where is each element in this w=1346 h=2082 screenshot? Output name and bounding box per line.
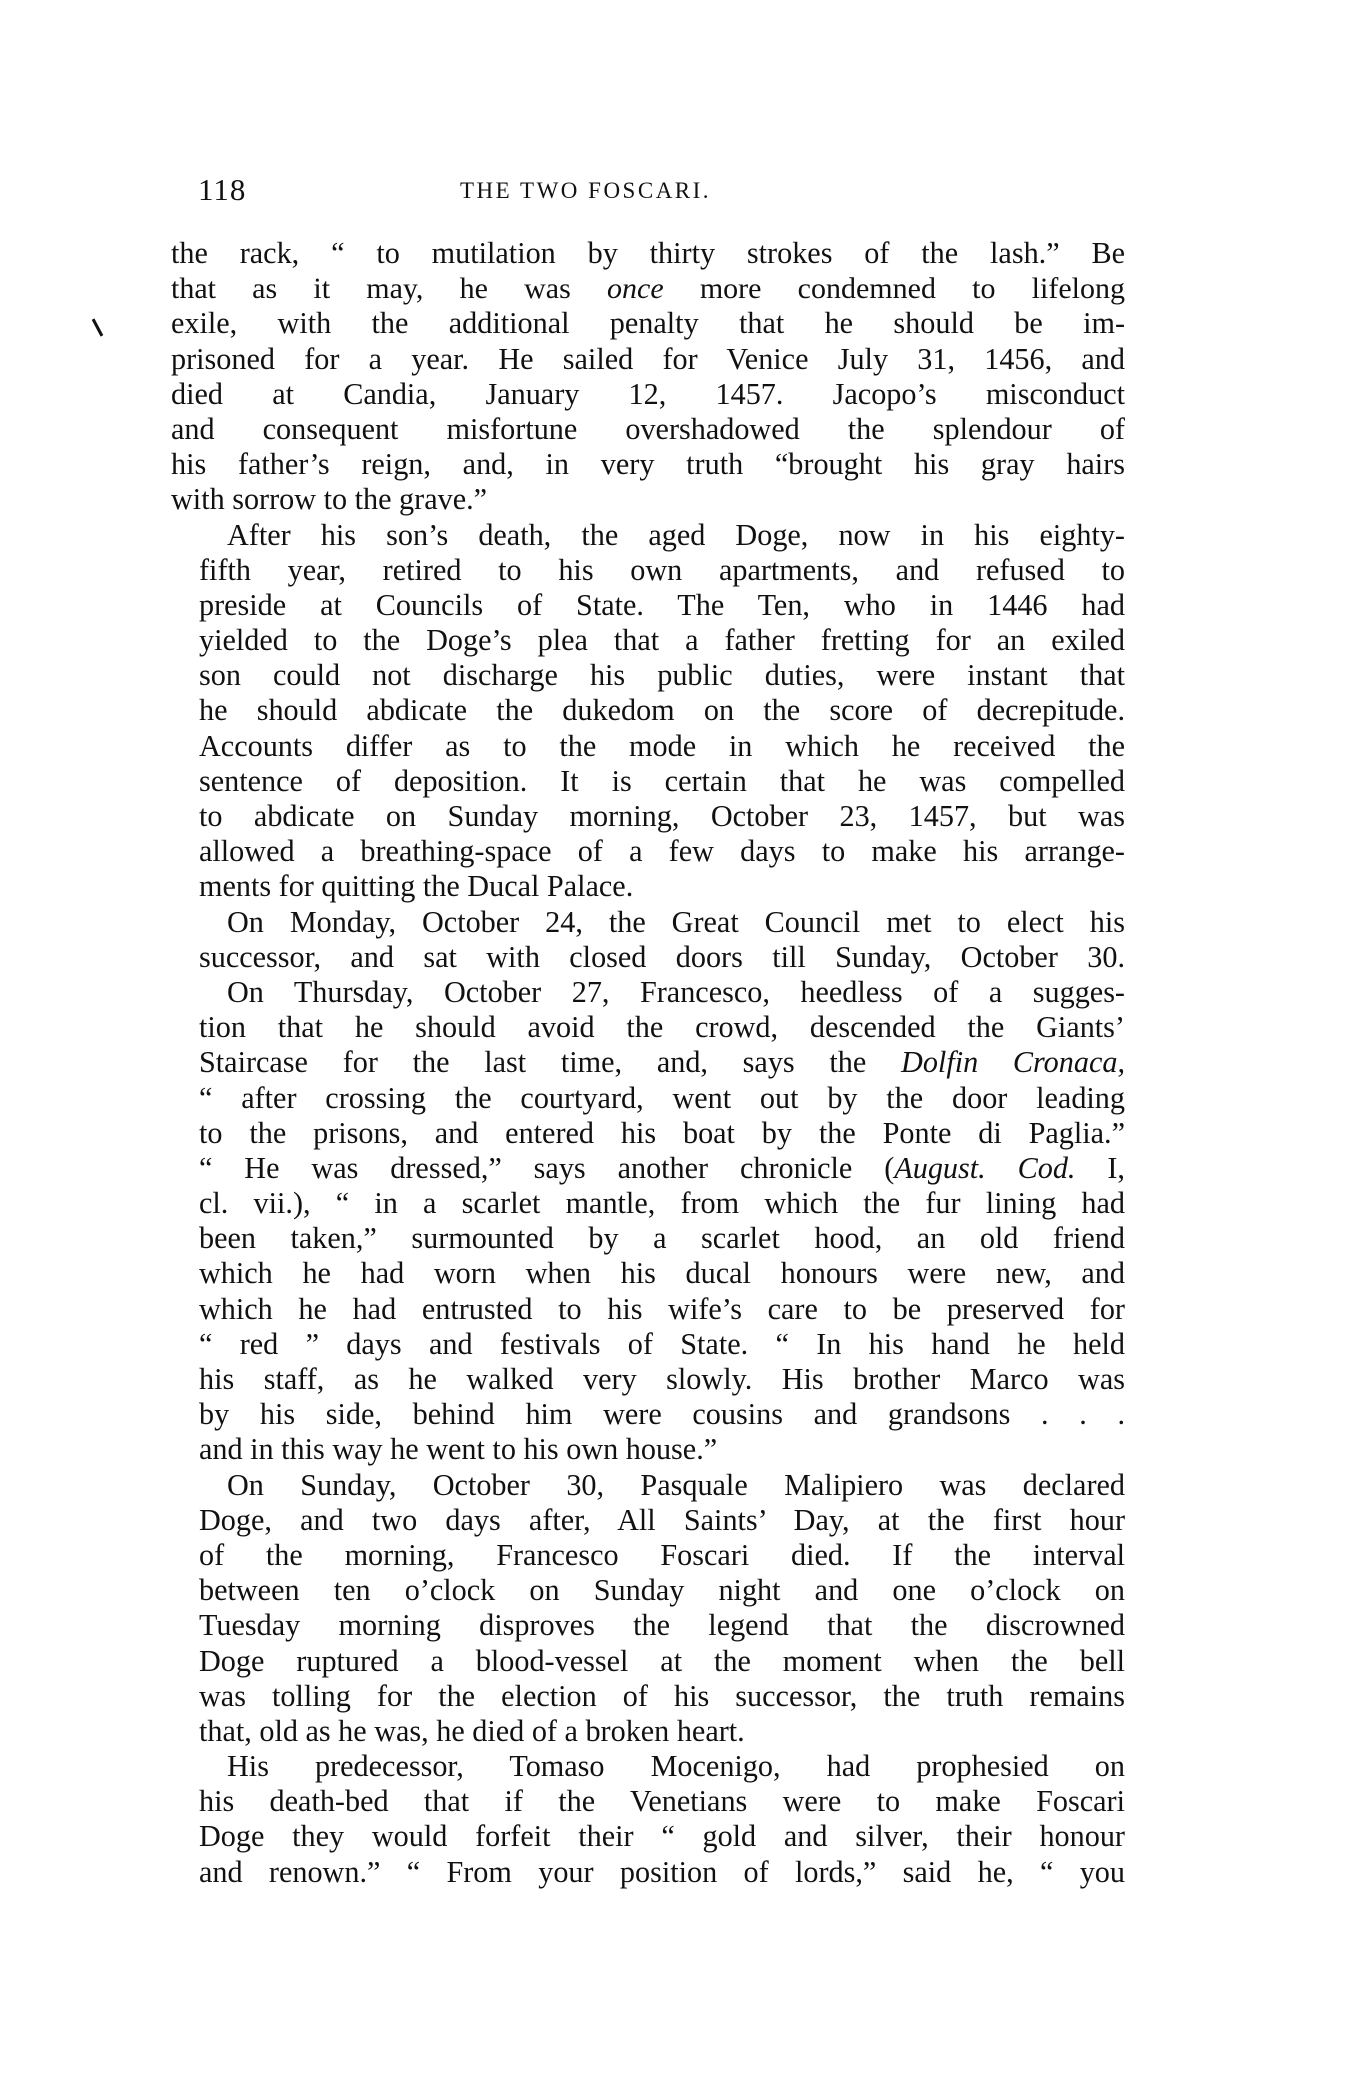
text-run: and in this way he went to his own house.” [199,1432,718,1467]
text-line [171,1256,1125,1291]
text-line: On Sunday, October 30, Pasquale Malipiero was declared [227,1467,1125,1502]
text-run: by his side, behind him were cousins and grandsons . . . [199,1397,1125,1432]
page-number: 118 [198,172,247,207]
text-line [171,1327,1125,1362]
text-line: preside at Councils of State. The Ten, who in 1446 had [199,587,1125,622]
text-line: his death-bed that if the Venetians were to make Foscari [199,1784,1125,1819]
text-run: I, [1075,1150,1125,1185]
text-line: the rack, “ to mutilation by thirty strokes of the lash.” Be [171,236,1125,270]
text-line: died at Candia, January 12, 1457. Jacopo’s misconduct [171,376,1125,411]
text-line: exile, with the additional penalty that he should be im- [171,306,1125,341]
text-line [171,1292,1125,1327]
text-line: Accounts differ as to the mode in which he received the [199,728,1125,763]
text-line [171,1221,1125,1256]
text-line: that, old as he was, he died of a broken heart. [199,1713,745,1748]
emphasis: once [607,272,664,306]
text-line: son could not discharge his public duties, were instant that [199,658,1125,693]
text-run: “ He was dressed,” says another chronicle ( [199,1150,895,1185]
text-run: which he had entrusted to his wife’s care to be preserved for [199,1291,1125,1326]
text-run: which he had worn when his ducal honours were new, and [199,1256,1125,1291]
text-run: tion that he should avoid the crowd, descended the Giants’ [199,1010,1125,1045]
text-line [171,1081,1125,1116]
text-line [171,975,1125,1010]
text-line: Doge they would forfeit their “ gold and silver, their honour [199,1819,1125,1854]
text-run: Staircase for the last time, and, says the [199,1045,902,1080]
body-text [171,236,1125,1890]
text-line: prisoned for a year. He sailed for Venice July 31, 1456, and [171,341,1125,376]
text-run: “ after crossing the courtyard, went out by the door leading [199,1080,1125,1115]
paragraph-6 [171,1749,1125,1890]
text-run: cl. vii.), “ in a scarlet mantle, from which the fur lining had [199,1186,1125,1221]
text-line [171,1432,1125,1467]
text-line [171,1045,1125,1080]
text-run: “ red ” days and festivals of State. “ In his hand he held [199,1326,1125,1361]
margin-mark [92,318,104,336]
text-line: On Monday, October 24, the Great Council met to elect his [227,904,1125,939]
text-run: his staff, as he walked very slowly. His brother Marco was [199,1362,1125,1396]
text-line: his father’s reign, and, in very truth “brought his gray hairs [171,447,1125,482]
text-line: After his son’s death, the aged Doge, now in his eighty- [227,517,1125,552]
running-head [198,172,1118,212]
text-line: His predecessor, Tomaso Mocenigo, had prophesied on [227,1749,1125,1784]
text-line [171,1397,1125,1432]
text-line: successor, and sat with closed doors till Sunday, October 30. [199,939,1125,974]
text-line: to abdicate on Sunday morning, October 23, 1457, but was [199,799,1125,833]
text-line [171,1010,1125,1045]
running-title: THE TWO FOSCARI. [460,178,712,203]
text-line-content: that as it may, he was once more condemned to lifelong [171,272,1125,306]
text-run: to the prisons, and entered his boat by the Ponte di Paglia.” [199,1115,1125,1150]
text-line: was tolling for the election of his successor, the truth remains [199,1678,1125,1713]
paragraph-3 [171,905,1125,975]
text-line: allowed a breathing-space of a few days to make his arrange- [199,834,1125,869]
text-line: and renown.” “ From your position of lords,” said he, “ you [199,1854,1125,1889]
text-line: fifth year, retired to his own apartments, and refused to [199,552,1125,587]
paragraph-2 [171,518,1125,905]
text-line [171,1186,1125,1221]
text-line [171,271,1125,306]
italic-title: August. Cod. [894,1150,1076,1185]
text-line [171,1151,1125,1186]
text-run: On Thursday, October 27, Francesco, heedless of a sugges- [227,974,1125,1009]
text-line: of the morning, Francesco Foscari died. If the interval [199,1537,1125,1572]
paragraph-4 [171,975,1125,1468]
text-line: yielded to the Doge’s plea that a father fretting for an exiled [199,623,1125,658]
text-line: with sorrow to the grave.” [171,482,488,517]
text-line: Doge, and two days after, All Saints’ Day, at the first hour [199,1502,1125,1537]
italic-title: Dolfin Cronaca, [901,1045,1125,1080]
text-line [171,1116,1125,1151]
text-line: Doge ruptured a blood-vessel at the moment when the bell [199,1643,1125,1678]
text-line [171,1362,1125,1397]
text-line: and consequent misfortune overshadowed the splendour of [171,411,1125,446]
text-line: Tuesday morning disproves the legend that the discrowned [199,1608,1125,1643]
text-run: been taken,” surmounted by a scarlet hood, an old friend [199,1221,1125,1256]
paragraph-5 [171,1468,1125,1750]
text-line: between ten o’clock on Sunday night and one o’clock on [199,1573,1125,1608]
text-line: sentence of deposition. It is certain that he was compelled [199,763,1125,798]
text-line: he should abdicate the dukedom on the score of decrepitude. [199,693,1125,728]
text-line: ments for quitting the Ducal Palace. [199,869,634,904]
paragraph-1 [171,236,1125,518]
